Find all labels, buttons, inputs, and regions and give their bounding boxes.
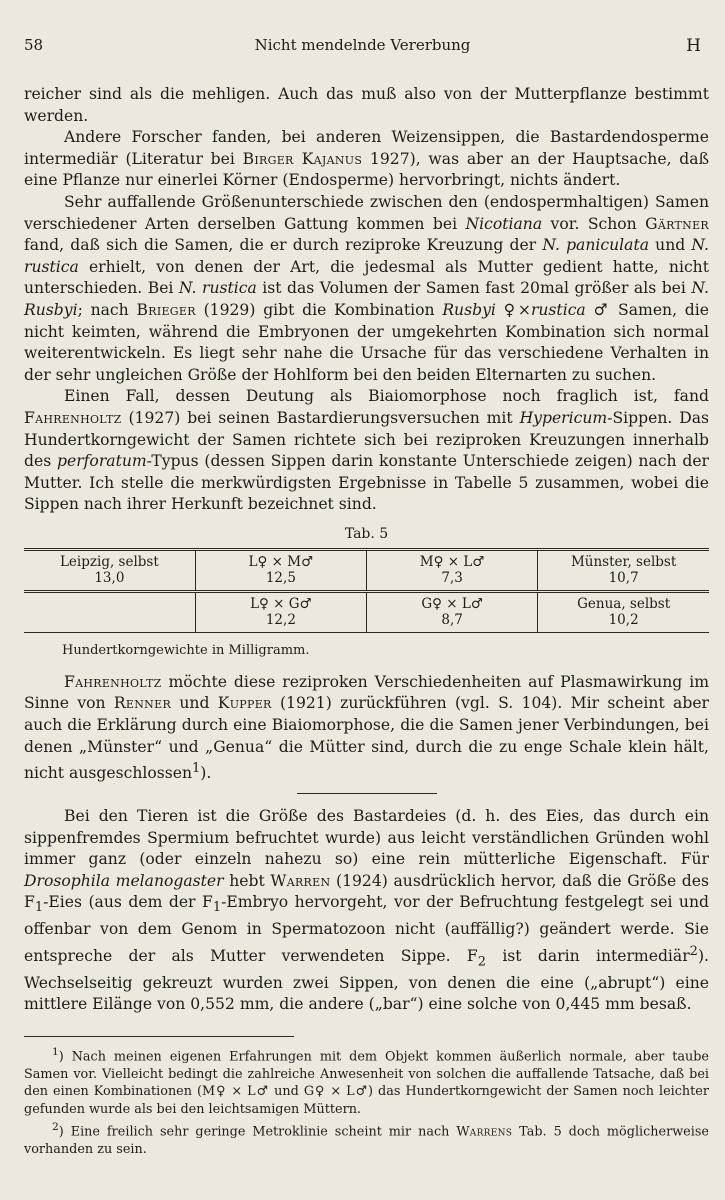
author-name: Birger Kajanus: [242, 149, 363, 168]
taxon-name: rustica: [530, 300, 586, 319]
page-body: [24, 84, 709, 1159]
table-cell: [24, 591, 195, 632]
taxon-name: Hypericum: [519, 408, 608, 427]
table-caption: Hundertkorngewichte in Milligramm.: [62, 642, 310, 658]
paragraph-2: Andere Forscher fanden, bei anderen Weizensippen, die Bastardendosperme intermediär (Literatur bei Birger Kajanus 1927), was aber an der Hauptsache, daß eine Pflanze nur einerlei Körner (Endosperme) hervorbringt, nichts ändert.: [24, 128, 709, 190]
table-row: [24, 591, 709, 632]
author-name: Renner: [113, 694, 172, 713]
running-title: Nicht mendelnde Vererbung: [254, 36, 471, 54]
taxon-name: Drosophila melanogaster: [24, 871, 224, 890]
author-name: Warrens: [456, 1124, 513, 1140]
paragraph-5: Fahrenholtz möchte diese reziproken Verschiedenheiten auf Plasmawirkung im Sinne von Renner und Kupper (1921) zurückführen (vgl. S. 104). Mir scheint aber auch die Erklärung durch eine Biaiomorphose, die die Samen jener Verbindungen, bei denen „Münster“ und „Genua“ die Mütter sind, durch die zu enge Schale klein hält, nicht ausgeschlossen$^1$).: [24, 672, 709, 783]
paragraph-3: Sehr auffallende Größenunterschiede zwischen den (endospermhaltigen) Samen verschiedener Arten derselben Gattung kommen bei Nicotiana vor. Schon Gärtner fand, daß sich die Samen, die er durch reziproke Kreuzung der N. paniculata und N. rustica erhielt, von denen der Art, die jedesmal als Mutter gedient hatte, nicht unterschieden. Bei N. rustica ist das Volumen der Samen fast 20mal größer als bei N. Rusbyi; nach Brieger (1929) gibt die Kombination Rusbyi ♀×rustica ♂ Samen, die nicht keimten, während die Embryonen der umgekehrten Kombination sich normal weiterentwickeln. Es liegt sehr nahe die Ursache für das verschiedene Verhalten in der sehr ungleichen Größe der Hohlform bei den beiden Elternarten zu suchen.: [24, 192, 710, 384]
table-cell: M♀ × L♂ 7,3: [367, 549, 538, 591]
paragraph-1: reicher sind als die mehligen. Auch das muß also von der Mutterpflanze bestimmt werden.: [24, 85, 709, 125]
footnote-1: $^1$) Nach meinen eigenen Erfahrungen mit dem Objekt kommen äußerlich normale, aber taube Samen vor. Vielleicht bedingt die zahlreiche Anwesenheit von solchen die auffallende Tatsache, daß bei den einen Kombinationen (M♀ × L♂ und G♀ × L♂) das Hundertkorngewicht der Samen noch leichter gefunden wurde als bei den leichtsamigen Müttern.: [24, 1044, 709, 1117]
taxon-name: N. rustica: [24, 236, 710, 276]
data-table: [24, 548, 709, 633]
footnote-divider: [24, 1036, 294, 1037]
table-title: Tab. 5: [344, 525, 389, 542]
footnote-ref: 2: [689, 943, 698, 959]
section-letter: H: [686, 36, 701, 56]
table-cell: Leipzig, selbst 13,0: [24, 549, 195, 591]
taxon-name: perforatum: [57, 452, 147, 471]
footnote-2: $^2$) Eine freilich sehr geringe Metroklinie scheint mir nach Warrens Tab. 5 doch möglicherweise vorhanden zu sein.: [24, 1120, 709, 1158]
taxon-name: Nicotiana: [465, 214, 543, 233]
page-number: 58: [24, 36, 44, 54]
taxon-name: N. paniculata: [542, 236, 650, 255]
table-cell: L♀ × M♂ 12,5: [195, 549, 366, 591]
page-header: [24, 36, 701, 60]
taxon-name: Rusbyi: [442, 300, 496, 319]
table-cell: G♀ × L♂ 8,7: [367, 591, 538, 632]
author-name: Kupper: [217, 694, 272, 713]
paragraph-6: Bei den Tieren ist die Größe des Bastardeies (d. h. des Eies, das durch ein sippenfremdes Spermium befruchtet wurde) aus leicht verständlichen Gründen wohl immer ganz (oder einzeln nahezu so) eine rein mütterliche Eigenschaft. Für Drosophila melanogaster hebt Warren (1924) ausdrücklich hervor, daß die Größe des $F_1$-Eies (aus dem der $F_1$-Embryo hervorgeht, vor der Befruchtung festgelegt sei und offenbar von dem Genom in Spermatozoon nicht (auffällig?) geändert werde. Sie entspreche der als Mutter verwendeten Sippe. $F_2$ ist darin intermediär$^2$). Wechselseitig gekreuzt wurden zwei Sippen, von denen die eine („abrupt“) eine mittlere Eilänge von 0,552 mm, die andere („bar“) eine solche von 0,445 mm besaß.: [24, 807, 710, 1014]
table-row: [24, 549, 709, 591]
paragraph-4: Einen Fall, dessen Deutung als Biaiomorphose noch fraglich ist, fand Fahrenholtz (1927) bei seinen Bastardierungsversuchen mit Hypericum-Sippen. Das Hundertkorngewicht der Samen richtete sich bei reziproken Kreuzungen innerhalb des perforatum-Typus (dessen Sippen darin konstante Unterschiede zeigen) nach der Mutter. Ich stelle die merkwürdigsten Ergebnisse in Tabelle 5 zusammen, wobei die Sippen nach ihrer Herkunft bezeichnet sind.: [24, 387, 710, 514]
author-name: Brieger: [136, 300, 196, 319]
section-divider: [297, 793, 437, 794]
author-name: Fahrenholtz: [24, 408, 122, 427]
author-name: Gärtner: [645, 214, 709, 233]
author-name: Warren: [270, 871, 331, 890]
author-name: Fahrenholtz: [64, 672, 162, 691]
table-cell: Münster, selbst 10,7: [538, 549, 709, 591]
table-cell: Genua, selbst 10,2: [538, 591, 709, 632]
table-cell: L♀ × G♂ 12,2: [195, 591, 366, 632]
taxon-name: N. Rusbyi: [24, 279, 709, 319]
taxon-name: N. rustica: [178, 279, 257, 298]
footnote-ref: 1: [192, 761, 201, 777]
